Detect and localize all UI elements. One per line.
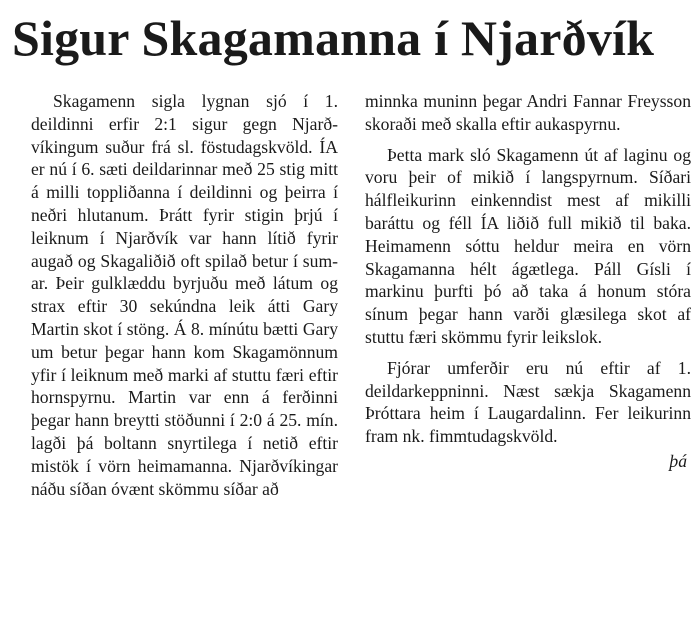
article-column-left [31,90,338,500]
article-paragraph: Skagamenn sigla lygnan sjó í 1. deildinni erfir 2:1 sigur gegn Njarðvíkingum suður frá sl. föstudagskvöld. ÍA er nú í 6. sæti deildarinnar með 25 stig mitt á milli toppliðanna í deildinni og þeirra í neðri hlutanum. Þrátt fyrir stigin þrjú í leiknum í Njarðvík var hann lítið fyrir augað og Skagaliðið oft spilað betur í sumar. Þeir gulklæddu byrjuðu með látum og strax eftir 30 sekúndna leik átti Gary Martin skot í stöng. Á 8. mínútu bætti Gary um betur þegar hann kom Skagamönnum yfir í leiknum með marki af stuttu færi eftir hornspyrnu. Martin var enn á ferðinni þegar hann breytti stöðunni í 2:0 á 25. mín. lagði þá boltann snyrtilega í netið eftir mistök í vörn heimamanna. Njarðvíkingar náðu síðan óvænt skömmu síðar að [31,91,338,499]
author-signature: þá [669,450,687,471]
article-paragraph: Þetta mark sló Skagamenn út af laginu og voru þeir of mikið í langspyrnum. Síðari hálfleikurinn einkenndist mest af mikilli baráttu og féll ÍA liðið full mikið til baka. Heimamenn sóttu heldur meira en vörn Skagamanna hélt ágætlega. Páll Gísli í markinu þurfti þó að taka á honum stóra sínum þegar hann varði glæsilega skot af stuttu færi skömmu fyrir leikslok. [365,144,691,347]
article-headline: Sigur Skagamanna í Njarðvík [12,10,655,66]
article-paragraph: minnka muninn þegar Andri Fannar Freysson skoraði með skalla eftir aukaspyrnu. [365,91,691,134]
article-paragraph: Fjórar umferðir eru nú eftir af 1. deildarkeppninni. Næst sækja Skagamenn Þróttara heim í Laugardalinn. Fer leikurinn fram nk. fimmtudagskvöld. [365,357,691,447]
article-column-right [365,90,691,473]
